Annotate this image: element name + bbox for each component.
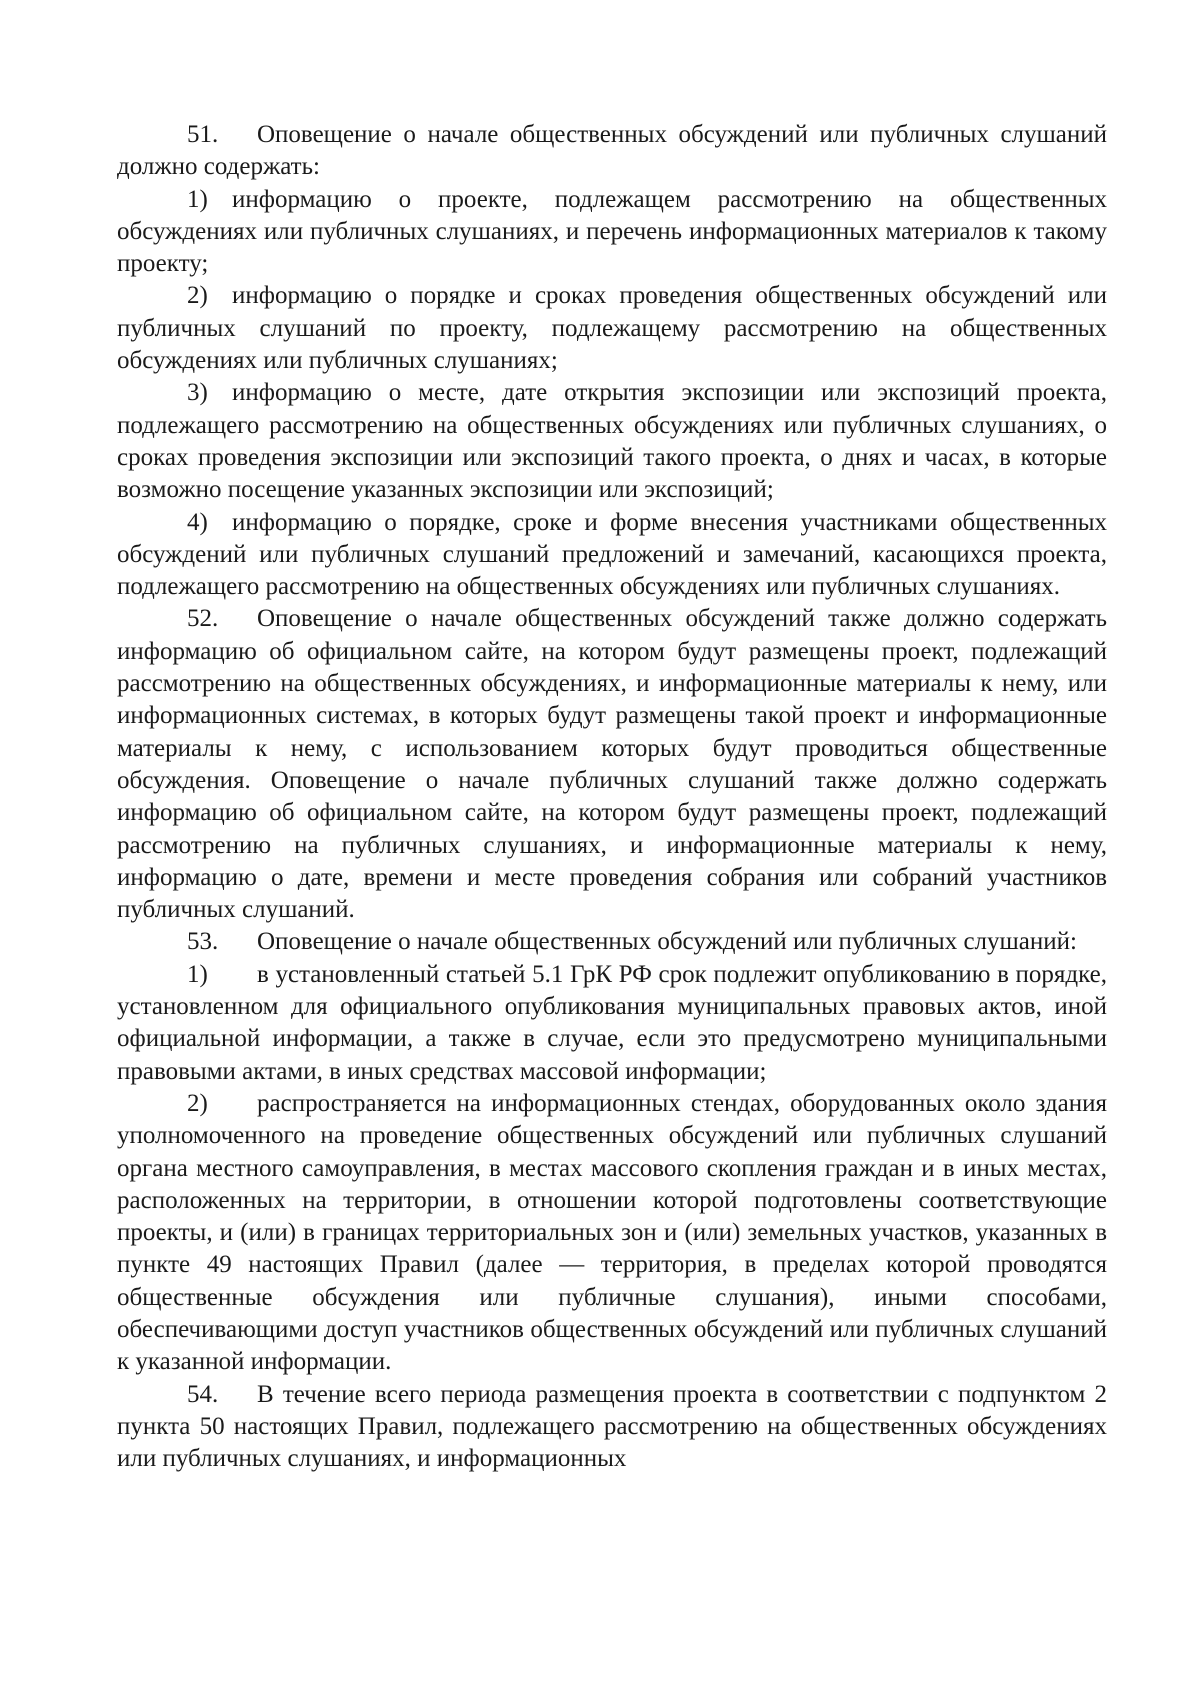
list-item-51-1: [117, 184, 1107, 281]
list-item-text: распространяется на информационных стендах, оборудованных около здания уполномоченного на проведение общественных обсуждений или публичных слушаний органа местного самоуправления, в местах массового скопления граждан и в иных местах, расположенных на территории, в отношении которой подготовлены соответствующие проекты, и (или) в границах территориальных зон и (или) земельных участков, указанных в пункте 49 настоящих Правил (далее — территория, в пределах которой проводятся общественные обсуждения или публичные слушания), иными способами, обеспечивающими доступ участников общественных обсуждений или публичных слушаний к указанной информации.: [117, 1089, 1107, 1376]
list-item-text: в установленный статьей 5.1 ГрК РФ срок подлежит опубликованию в порядке, установленном для официального опубликования муниципальных правовых актов, иной официальной информации, а также в случае, если это предусмотрено муниципальными правовыми актами, в иных средствах массовой информации;: [117, 960, 1107, 1085]
list-item-number: 4): [187, 508, 208, 536]
list-item-53-1: [117, 959, 1107, 1088]
list-item-text: информацию о порядке и сроках проведения общественных обсуждений или публичных слушаний по проекту, подлежащему рассмотрению на общественных обсуждениях или публичных слушаниях;: [117, 282, 1107, 375]
paragraph-54: [117, 1379, 1107, 1476]
list-item-number: 2): [187, 282, 208, 310]
paragraph-number: 53.: [187, 928, 219, 956]
list-item-text: информацию о месте, дате открытия экспозиции или экспозиций проекта, подлежащего рассмотрению на общественных обсуждениях или публичных слушаниях, о сроках проведения экспозиции или экспозиций такого проекта, о днях и часах, в которые возможно посещение указанных экспозиции или экспозиций;: [117, 379, 1107, 504]
list-item-number: 3): [187, 379, 208, 407]
paragraph-52: [117, 603, 1107, 926]
list-item-number: 2): [187, 1089, 208, 1117]
paragraph-text: Оповещение о начале общественных обсуждений или публичных слушаний:: [257, 928, 1077, 956]
paragraph-text: Оповещение о начале общественных обсуждений или публичных слушаний должно содержать:: [117, 121, 1107, 181]
list-item-51-4: [117, 507, 1107, 604]
paragraph-text: Оповещение о начале общественных обсуждений также должно содержать информацию об официальном сайте, на котором будут размещены проект, подлежащий рассмотрению на общественных обсуждениях, и информационные материалы к нему, или информационных системах, в которых будут размещены такой проект и информационные материалы к нему, с использованием которых будут проводиться общественные обсуждения. Оповещение о начале публичных слушаний также должно содержать информацию об официальном сайте, на котором будут размещены проект, подлежащий рассмотрению на публичных слушаниях, и информационные материалы к нему, информацию о дате, времени и месте проведения собрания или собраний участников публичных слушаний.: [117, 605, 1107, 924]
list-item-51-2: [117, 280, 1107, 377]
list-item-number: 1): [187, 185, 208, 213]
list-item-text: информацию о проекте, подлежащем рассмотрению на общественных обсуждениях или публичных слушаниях, и перечень информационных материалов к такому проекту;: [117, 185, 1107, 278]
paragraph-number: 51.: [187, 121, 219, 148]
paragraph-51: [117, 119, 1107, 184]
paragraph-53: [117, 926, 1107, 958]
document-page: [117, 119, 1107, 1475]
list-item-51-3: [117, 377, 1107, 506]
list-item-number: 1): [187, 960, 208, 988]
list-item-53-2: [117, 1088, 1107, 1379]
paragraph-text: В течение всего периода размещения проекта в соответствии с подпунктом 2 пункта 50 настоящих Правил, подлежащего рассмотрению на общественных обсуждениях или публичных слушаниях, и информационных: [117, 1380, 1107, 1473]
paragraph-number: 54.: [187, 1380, 219, 1408]
list-item-text: информацию о порядке, сроке и форме внесения участниками общественных обсуждений или публичных слушаний предложений и замечаний, касающихся проекта, подлежащего рассмотрению на общественных обсуждениях или публичных слушаниях.: [117, 508, 1107, 601]
paragraph-number: 52.: [187, 605, 219, 633]
